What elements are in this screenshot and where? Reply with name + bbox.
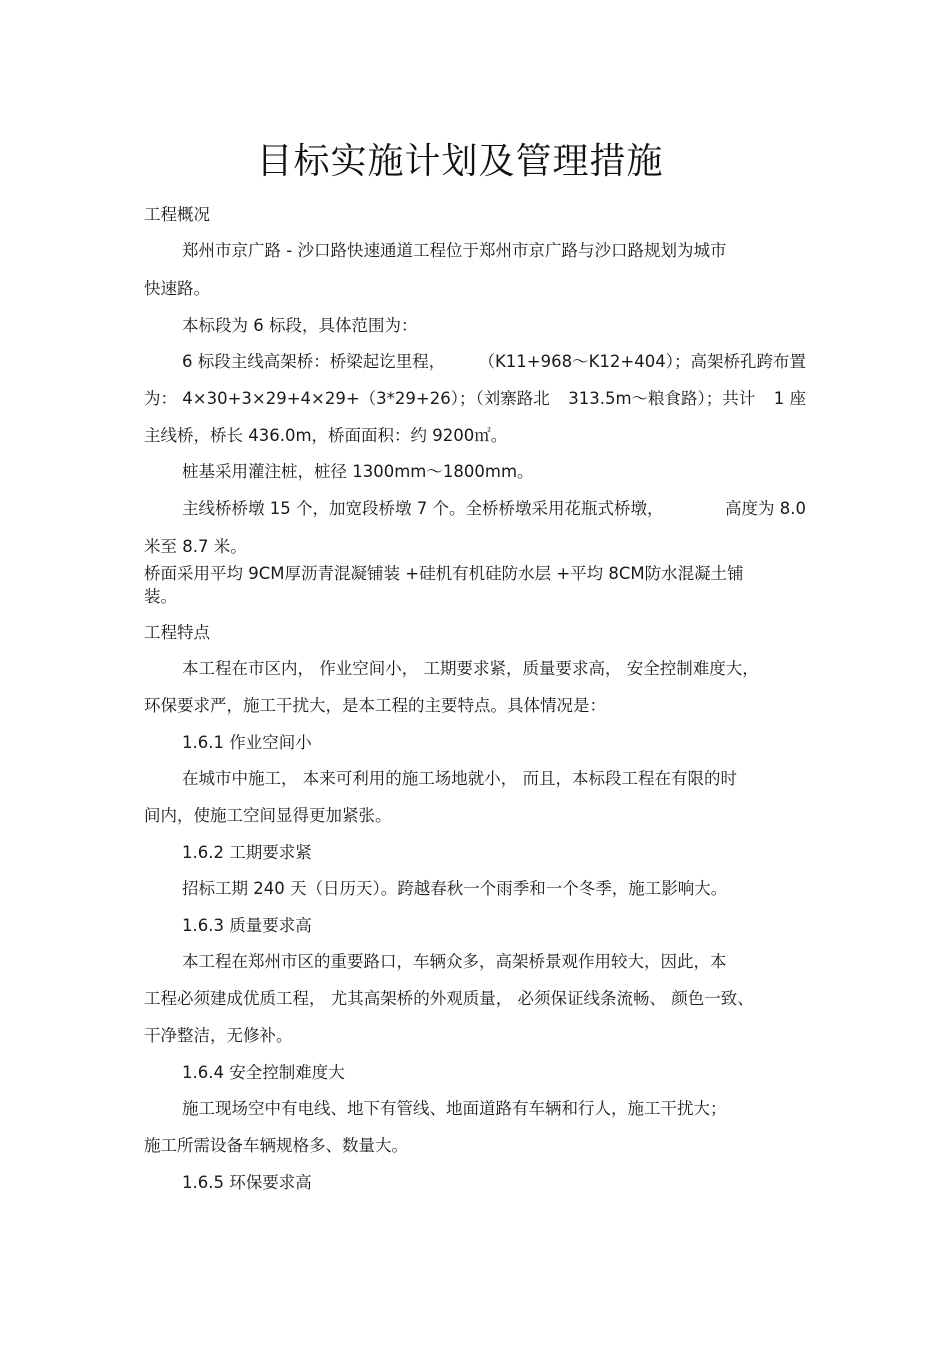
- paragraph-line: 米至 8.7 米。: [144, 537, 247, 556]
- paragraph-line: 快速路。: [144, 279, 210, 298]
- paragraph-line: 本工程在郑州市区的重要路口，车辆众多，高架桥景观作用较大，因此，本: [182, 952, 727, 971]
- paragraph-line: 桥面采用平均 9CM厚沥青混凝铺装 +硅机有机硅防水层 +平均 8CM防水混凝土铺: [144, 564, 744, 583]
- paragraph-line: 本标段为 6 标段，具体范围为：: [182, 316, 418, 335]
- paragraph-line: 主线桥，桥长 436.0m，桥面面积：约 9200㎡。: [144, 426, 508, 445]
- paragraph-line: 郑州市京广路 - 沙口路快速通道工程位于郑州市京广路与沙口路规划为城市: [182, 241, 727, 260]
- text-segment: （K11+968～K12+404）；高架桥孔跨布置: [478, 352, 806, 371]
- subsection-heading: 1.6.4 安全控制难度大: [182, 1063, 345, 1082]
- paragraph-line: 工程必须建成优质工程， 尤其高架桥的外观质量， 必须保证线条流畅、 颜色一致、: [144, 989, 754, 1008]
- text-segment: 为： 4×30+3×29+4×29+（3*29+26）；（刘寨路北: [144, 389, 550, 408]
- section-heading-features: 工程特点: [144, 623, 210, 642]
- paragraph-line: 干净整洁，无修补。: [144, 1026, 293, 1045]
- paragraph-line: 招标工期 240 天（日历天）。跨越春秋一个雨季和一个冬季，施工影响大。: [182, 879, 728, 898]
- subsection-heading: 1.6.2 工期要求紧: [182, 843, 312, 862]
- paragraph-line: 间内，使施工空间显得更加紧张。: [144, 806, 392, 825]
- subsection-heading: 1.6.5 环保要求高: [182, 1173, 312, 1192]
- paragraph-line: 装。: [144, 587, 177, 606]
- text-segment: 6 标段主线高架桥：桥梁起讫里程，: [182, 352, 446, 371]
- paragraph-line: [144, 389, 806, 409]
- paragraph-line: 在城市中施工， 本来可利用的施工场地就小， 而且，本标段工程在有限的时: [182, 769, 737, 788]
- page-title: 目标实施计划及管理措施: [256, 141, 664, 182]
- subsection-heading: 1.6.3 质量要求高: [182, 916, 312, 935]
- paragraph-line: 施工现场空中有电线、地下有管线、地面道路有车辆和行人，施工干扰大；: [182, 1099, 727, 1118]
- paragraph-line: [182, 499, 806, 519]
- paragraph-line: 施工所需设备车辆规格多、数量大。: [144, 1136, 408, 1155]
- section-heading-overview: 工程概况: [144, 205, 210, 224]
- subsection-heading: 1.6.1 作业空间小: [182, 733, 312, 752]
- paragraph-line: 环保要求严，施工干扰大，是本工程的主要特点。具体情况是：: [144, 696, 606, 715]
- text-segment: 高度为 8.0: [725, 499, 806, 518]
- text-segment: 313.5m～粮食路）；共计: [568, 389, 756, 408]
- text-segment: 主线桥桥墩 15 个，加宽段桥墩 7 个。全桥桥墩采用花瓶式桥墩，: [182, 499, 664, 518]
- text-segment: 1 座: [773, 389, 806, 408]
- paragraph-line: 桩基采用灌注桩，桩径 1300mm～1800mm。: [182, 462, 534, 481]
- paragraph-line: [182, 352, 806, 372]
- paragraph-line: 本工程在市区内， 作业空间小， 工期要求紧，质量要求高， 安全控制难度大，: [182, 659, 759, 678]
